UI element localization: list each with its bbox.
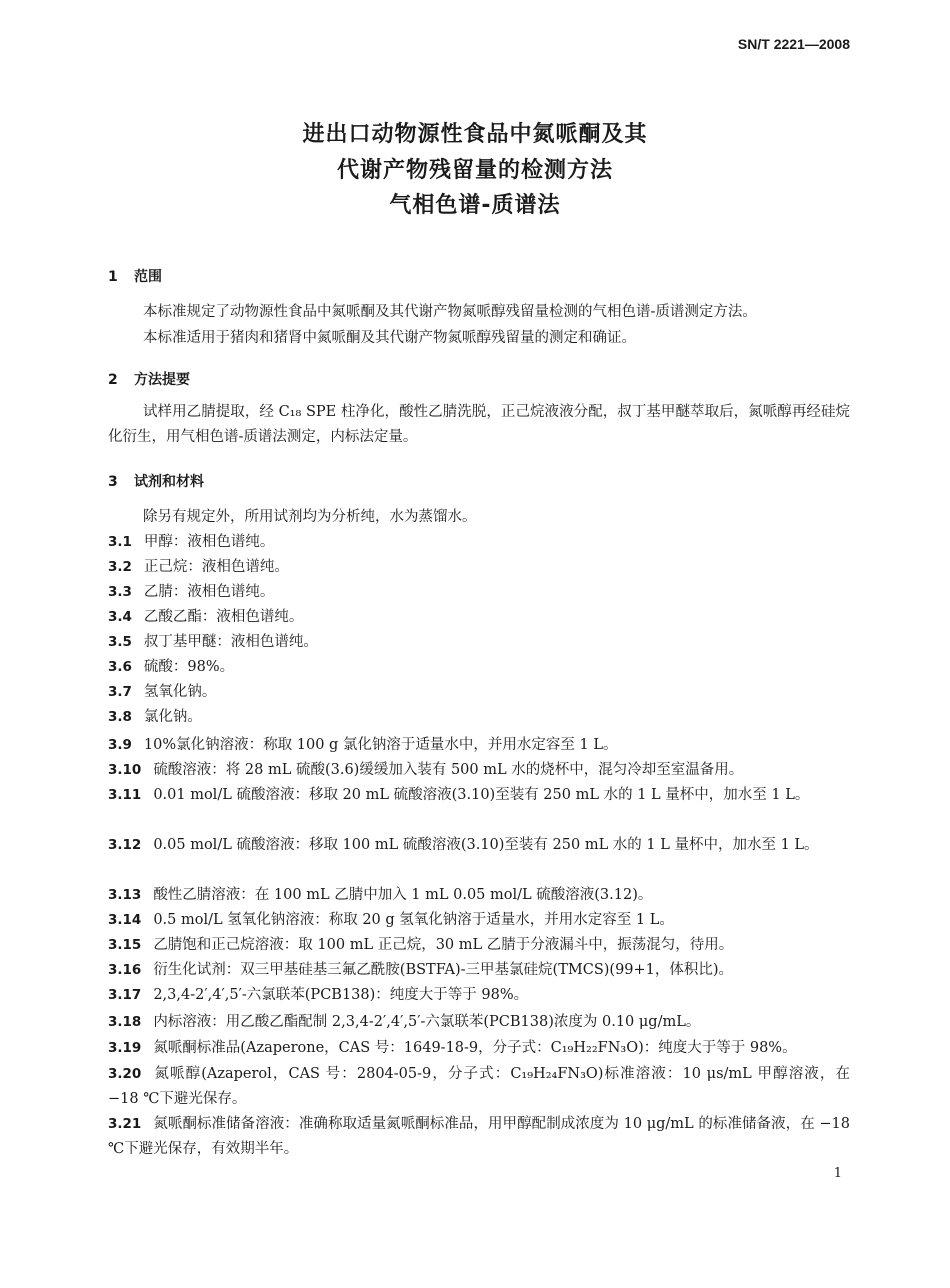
document-title-line-3: 气相色谱-质谱法 (389, 193, 561, 218)
document-title-line-1: 进出口动物源性食品中氮哌酮及其 (302, 122, 648, 147)
reagent-item: 3.13 酸性乙腈溶液：在 100 mL 乙腈中加入 1 mL 0.05 mol/L 硫酸溶液(3.12)。 (108, 887, 653, 903)
section-number: 3 (108, 474, 118, 490)
section-number: 1 (108, 269, 118, 285)
reagent-item: 3.3 乙腈：液相色谱纯。 (108, 584, 275, 600)
reagent-item: 3.7 氢氧化钠。 (108, 684, 217, 700)
reagent-item: 3.18 内标溶液：用乙酸乙酯配制 2,3,4-2′,4′,5′-六氯联苯(PCB138)浓度为 0.10 μg/mL。 (108, 1014, 701, 1030)
section-title: 范围 (134, 269, 162, 285)
reagent-item: 3.8 氯化钠。 (108, 709, 202, 725)
scope-paragraph-1: 本标准规定了动物源性食品中氮哌酮及其代谢产物氮哌醇残留量检测的气相色谱-质谱测定方法。 (143, 304, 757, 320)
section-heading-reagents (108, 471, 204, 491)
reagent-item: 3.20 氮哌醇(Azaperol，CAS 号：2804-05-9，分子式：C₁₉H₂₄FN₃O)标准溶液：10 μs/mL 甲醇溶液，在 −18 ℃下避光保存。 (108, 1066, 850, 1107)
standard-code: SN/T 2221—2008 (737, 36, 850, 52)
reagent-item: 3.12 0.05 mol/L 硫酸溶液：移取 100 mL 硫酸溶液(3.10)至装有 250 mL 水的 1 L 量杯中，加水至 1 L。 (108, 837, 819, 853)
reagent-item: 3.19 氮哌酮标准品(Azaperone，CAS 号：1649-18-9，分子式：C₁₉H₂₂FN₃O)：纯度大于等于 98%。 (108, 1040, 797, 1056)
section-heading-scope (108, 266, 162, 286)
reagent-item: 3.1 甲醇：液相色谱纯。 (108, 534, 275, 550)
section-title: 方法提要 (134, 372, 190, 388)
reagent-item: 3.15 乙腈饱和正己烷溶液：取 100 mL 正己烷，30 mL 乙腈于分液漏斗中，振荡混匀，待用。 (108, 937, 734, 953)
reagent-item: 3.9 10%氯化钠溶液：称取 100 g 氯化钠溶于适量水中，并用水定容至 1 L。 (108, 737, 618, 753)
reagent-item: 3.14 0.5 mol/L 氢氧化钠溶液：称取 20 g 氢氧化钠溶于适量水，并用水定容至 1 L。 (108, 912, 674, 928)
reagent-item: 3.21 氮哌酮标准储备溶液：准确称取适量氮哌酮标准品，用甲醇配制成浓度为 10 μg/mL 的标准储备液，在 −18 ℃下避光保存，有效期半年。 (108, 1116, 850, 1157)
reagent-item: 3.16 衍生化试剂：双三甲基硅基三氟乙酰胺(BSTFA)-三甲基氯硅烷(TMCS)(99+1，体积比)。 (108, 962, 734, 978)
section-number: 2 (108, 372, 118, 388)
reagent-item: 3.11 0.01 mol/L 硫酸溶液：移取 20 mL 硫酸溶液(3.10)至装有 250 mL 水的 1 L 量杯中，加水至 1 L。 (108, 787, 810, 803)
method-summary-paragraph: 试样用乙腈提取，经 C₁₈ SPE 柱净化，酸性乙腈洗脱，正己烷液液分配，叔丁基甲醚萃取后，氮哌醇再经硅烷化衍生，用气相色谱-质谱法测定，内标法定量。 (108, 404, 850, 445)
document-title-line-2: 代谢产物残留量的检测方法 (336, 158, 613, 183)
reagent-item: 3.17 2,3,4-2′,4′,5′-六氯联苯(PCB138)：纯度大于等于 98%。 (108, 987, 529, 1003)
reagent-item: 3.5 叔丁基甲醚：液相色谱纯。 (108, 634, 318, 650)
reagent-item: 3.6 硫酸：98%。 (108, 659, 235, 675)
section-title: 试剂和材料 (134, 474, 204, 490)
reagents-intro: 除另有规定外，所用试剂均为分析纯，水为蒸馏水。 (143, 509, 477, 525)
page-number: 1 (833, 1166, 842, 1181)
scope-paragraph-2: 本标准适用于猪肉和猪肾中氮哌酮及其代谢产物氮哌醇残留量的测定和确证。 (143, 330, 636, 346)
section-heading-method (108, 369, 190, 389)
reagent-item: 3.4 乙酸乙酯：液相色谱纯。 (108, 609, 304, 625)
reagent-item: 3.2 正己烷：液相色谱纯。 (108, 559, 289, 575)
reagent-item: 3.10 硫酸溶液：将 28 mL 硫酸(3.6)缓缓加入装有 500 mL 水的烧杯中，混匀冷却至室温备用。 (108, 762, 744, 778)
